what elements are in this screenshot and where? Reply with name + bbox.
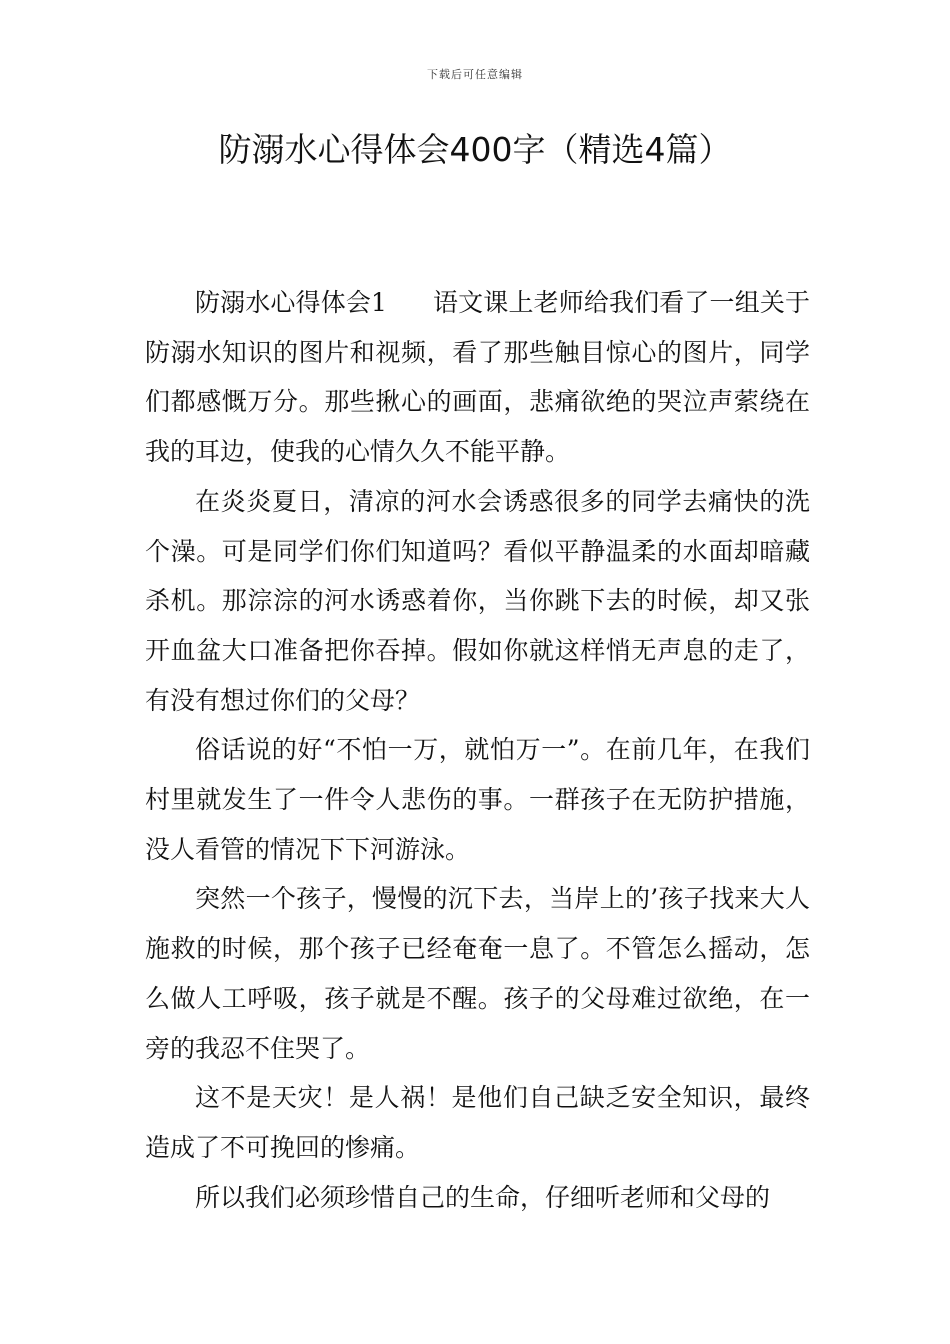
paragraph-2: 在炎炎夏日，清凉的河水会诱惑很多的同学去痛快的洗个澡。可是同学们你们知道吗？看似平静温柔的水面却暗藏杀机。那淙淙的河水诱惑着你，当你跳下去的时候，却又张开血盆大口准备把你吞掉。假如你就这样悄无声息的走了，有没有想过你们的父母？ [145, 486, 810, 715]
paragraph-4: 突然一个孩子，慢慢的沉下去，当岸上的’孩子找来大人施救的时候，那个孩子已经奄奄一息了。不管怎么摇动，怎么做人工呼吸，孩子就是不醒。孩子的父母难过欲绝，在一旁的我忍不住哭了。 [145, 884, 810, 1063]
paragraph-1 [145, 278, 810, 477]
page-header-note: 下载后可任意编辑 [427, 68, 523, 81]
section-heading: 防溺水心得体会1 [195, 288, 387, 317]
paragraph-6: 所以我们必须珍惜自己的生命，仔细听老师和父母的 [195, 1182, 771, 1212]
paragraph-3: 俗话说的好“不怕一万，就怕万一”。在前几年，在我们村里就发生了一件令人悲伤的事。一群孩子在无防护措施，没人看管的情况下下河游泳。 [145, 735, 810, 864]
paragraph-5: 这不是天灾！是人祸！是他们自己缺乏安全知识，最终造成了不可挽回的惨痛。 [145, 1083, 810, 1162]
document-body [145, 278, 810, 1222]
document-title: 防溺水心得体会400字（精选4篇） [218, 130, 732, 169]
paragraph-1-text: 语文课上老师给我们看了一组关于防溺水知识的图片和视频，看了那些触目惊心的图片，同学们都感慨万分。那些揪心的画面，悲痛欲绝的哭泣声萦绕在我的耳边，使我的心情久久不能平静。 [145, 288, 810, 467]
